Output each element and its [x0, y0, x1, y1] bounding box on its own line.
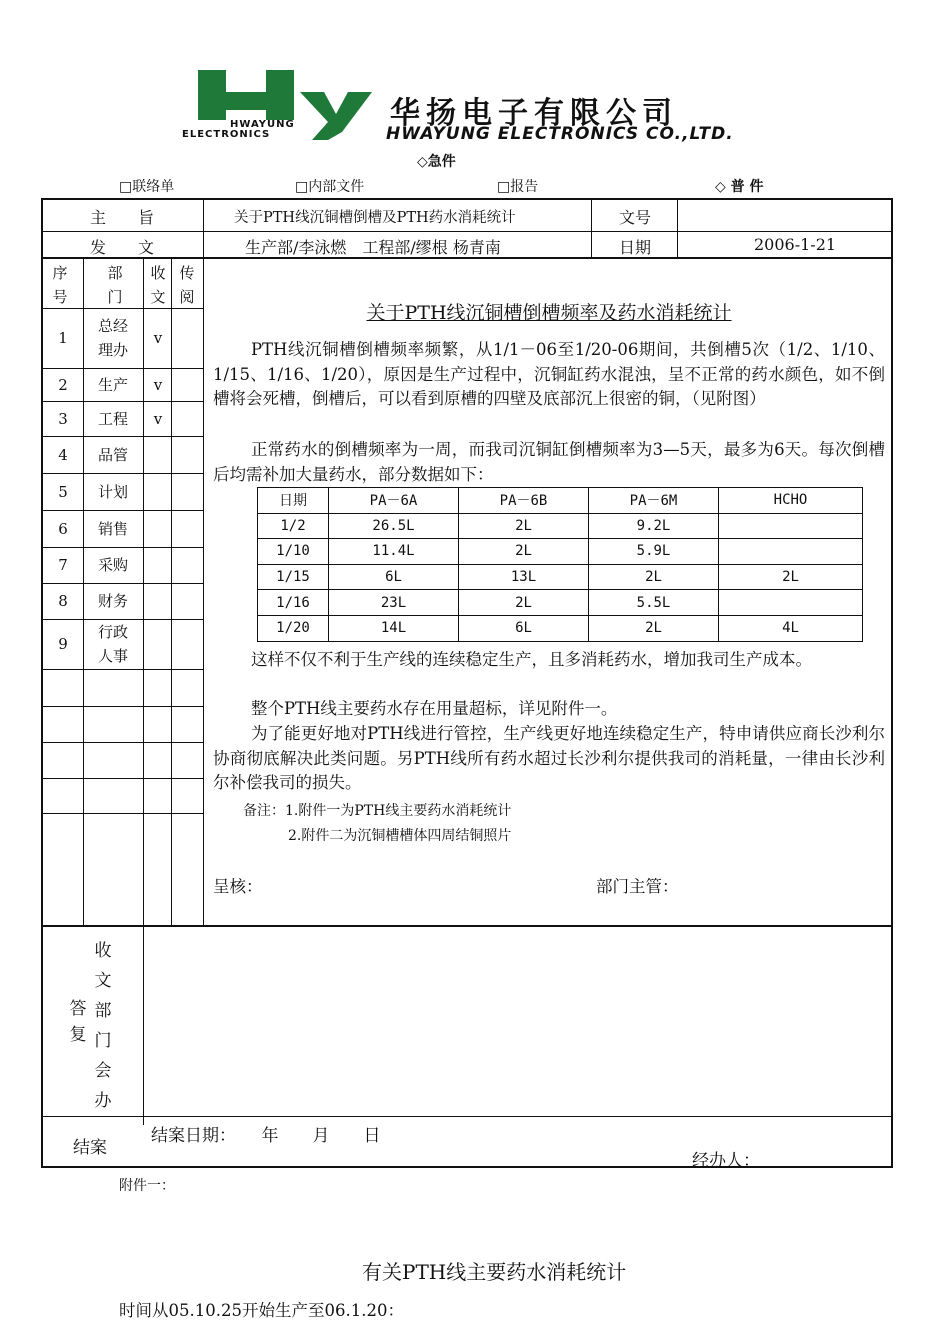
- table-cell: 2L: [459, 539, 589, 565]
- note-1: 备注：1.附件一为PTH线主要药水消耗统计: [243, 803, 512, 819]
- table-row: [258, 564, 863, 590]
- row-received-check: v: [153, 409, 163, 428]
- doc-type-contact: □联络单: [119, 179, 175, 195]
- close-label: 结案: [73, 1138, 107, 1158]
- divider: [41, 473, 203, 474]
- memo-title: 关于PTH线沉铜槽倒槽频率及药水消耗统计: [366, 302, 732, 324]
- row-number: 4: [58, 445, 68, 464]
- date-label: 日期: [619, 238, 652, 257]
- attachment-title: 有关PTH线主要药水消耗统计: [362, 1260, 627, 1284]
- doc-type-normal: ◇ 普 件: [715, 179, 764, 195]
- reply-dept-label: 收 文 部 门 会 办: [94, 941, 112, 1111]
- table-header: PA－6M: [589, 488, 719, 514]
- table-header: PA－6B: [459, 488, 589, 514]
- row-number: 6: [58, 519, 68, 538]
- table-row: [258, 615, 863, 641]
- attachment-label: 附件一：: [119, 1178, 175, 1194]
- table-cell: 2L: [589, 615, 719, 641]
- handler-label: 经办人：: [692, 1151, 760, 1171]
- table-header: HCHO: [719, 488, 863, 514]
- company-name-cn: 华扬电子有限公司: [390, 96, 678, 131]
- row-department: 计划: [97, 482, 128, 501]
- date-value: 2006-1-21: [754, 235, 837, 254]
- logo-subtext-1: HWAYUNG: [230, 119, 295, 130]
- table-cell: [719, 539, 863, 565]
- table-cell: 4L: [719, 615, 863, 641]
- paragraph-5: 为了能更好地对PTH线进行管控，生产线更好地连续稳定生产，特申请供应商长沙利尔协商彻底解决此类问题。另PTH线所有药水超过长沙利尔提供我司的消耗量，一律由长沙利尔补偿我司的损失。: [213, 724, 885, 792]
- row-department: 品管: [97, 445, 128, 464]
- divider: [203, 198, 204, 925]
- logo-subtext-2: ELECTRONICS: [182, 129, 271, 140]
- row-department: 销售: [97, 519, 128, 538]
- divider: [591, 198, 592, 257]
- row-number: 5: [58, 482, 68, 501]
- company-logo: [182, 70, 376, 142]
- row-number: 3: [58, 409, 68, 428]
- sender-value: 生产部/李泳燃 工程部/缪根 杨青南: [245, 238, 501, 257]
- divider: [41, 510, 203, 511]
- table-cell: 26.5L: [329, 513, 459, 539]
- table-row: [258, 513, 863, 539]
- divider: [143, 257, 144, 1125]
- row-number: 2: [58, 375, 68, 394]
- row-number: 7: [58, 556, 68, 574]
- table-cell: 6L: [459, 615, 589, 641]
- row-department: 采购: [97, 556, 128, 574]
- table-cell: 13L: [459, 564, 589, 590]
- row-department: 总经 理办: [97, 317, 128, 359]
- header-recv: 收 文: [150, 264, 166, 306]
- divider: [41, 925, 893, 927]
- row-received-check: v: [153, 375, 163, 394]
- paragraph-1: PTH线沉铜槽倒槽频率频繁，从1/1－06至1/20-06期间，共倒槽5次（1/2、1/10、1/15、1/16、1/20），原因是生产过程中，沉铜缸药水混浊，呈不正常的药水颜色，如不倒槽将会死槽，倒槽后，可以看到原槽的四壁及底部沉上很密的铜，（见附图）: [213, 340, 885, 408]
- divider: [83, 257, 84, 925]
- paragraph-4: 整个PTH线主要药水存在用量超标，详见附件一。: [250, 699, 618, 718]
- table-cell: 1/10: [258, 539, 329, 565]
- table-row: [258, 590, 863, 616]
- table-cell: 1/20: [258, 615, 329, 641]
- table-cell: [719, 590, 863, 616]
- divider: [41, 706, 203, 707]
- table-cell: 14L: [329, 615, 459, 641]
- table-header-row: [258, 488, 863, 514]
- subject-label: 主 旨: [90, 208, 155, 227]
- table-cell: 6L: [329, 564, 459, 590]
- row-number: 9: [58, 635, 68, 653]
- row-department: 生产: [97, 375, 128, 394]
- divider: [41, 231, 893, 232]
- table-cell: 5.9L: [589, 539, 719, 565]
- note-2: 2.附件二为沉铜槽槽体四周结铜照片: [288, 828, 512, 844]
- close-date: 结案日期： 年 月 日: [151, 1126, 381, 1146]
- divider: [677, 198, 678, 257]
- table-header: PA－6A: [329, 488, 459, 514]
- table-cell: 1/15: [258, 564, 329, 590]
- table-cell: 5.5L: [589, 590, 719, 616]
- divider: [41, 813, 203, 814]
- attachment-period: 时间从05.10.25开始生产至06.1.20：: [119, 1301, 404, 1320]
- paragraph-3: 这样不仅不利于生产线的连续稳定生产，且多消耗药水，增加我司生产成本。: [250, 650, 812, 669]
- table-cell: 11.4L: [329, 539, 459, 565]
- divider: [41, 669, 203, 670]
- urgent-label: ◇急件: [417, 154, 456, 170]
- table-cell: 23L: [329, 590, 459, 616]
- row-department: 财务: [97, 592, 128, 610]
- sender-label: 发 文: [90, 238, 155, 257]
- doc-type-report: □报告: [497, 179, 539, 195]
- divider: [41, 401, 203, 402]
- table-header: 日期: [258, 488, 329, 514]
- table-cell: 1/16: [258, 590, 329, 616]
- table-row: [258, 539, 863, 565]
- table-cell: [719, 513, 863, 539]
- divider: [41, 547, 203, 548]
- table-cell: 9.2L: [589, 513, 719, 539]
- doc-type-internal: □内部文件: [295, 179, 365, 195]
- divider: [41, 583, 203, 584]
- row-department: 行政 人事: [97, 623, 128, 665]
- header-circulate: 传 阅: [179, 264, 195, 306]
- review-label: 呈核：: [213, 877, 263, 896]
- divider: [41, 368, 203, 369]
- row-number: 8: [58, 592, 68, 610]
- divider: [41, 1116, 893, 1117]
- table-cell: 2L: [589, 564, 719, 590]
- divider: [41, 742, 203, 743]
- docno-label: 文号: [619, 208, 652, 227]
- dept-head-label: 部门主管：: [596, 877, 679, 896]
- subject-value: 关于PTH线沉铜槽倒槽及PTH药水消耗统计: [234, 210, 516, 226]
- header-no: 序 号: [52, 264, 68, 306]
- reply-label: 答 复: [69, 999, 87, 1045]
- company-name-en: HWAYUNG ELECTRONICS CO.,LTD.: [386, 124, 734, 144]
- table-cell: 2L: [459, 590, 589, 616]
- row-number: 1: [58, 329, 68, 347]
- divider: [41, 778, 203, 779]
- chemical-data-table: [257, 487, 863, 642]
- divider: [41, 436, 203, 437]
- header-dept: 部 门: [107, 264, 123, 306]
- table-cell: 1/2: [258, 513, 329, 539]
- row-received-check: v: [153, 329, 163, 347]
- divider: [171, 257, 172, 925]
- paragraph-2: 正常药水的倒槽频率为一周，而我司沉铜缸倒槽频率为3—5天，最多为6天。每次倒槽后均需补加大量药水，部分数据如下：: [213, 440, 885, 484]
- table-cell: 2L: [719, 564, 863, 590]
- row-department: 工程: [97, 409, 128, 428]
- table-cell: 2L: [459, 513, 589, 539]
